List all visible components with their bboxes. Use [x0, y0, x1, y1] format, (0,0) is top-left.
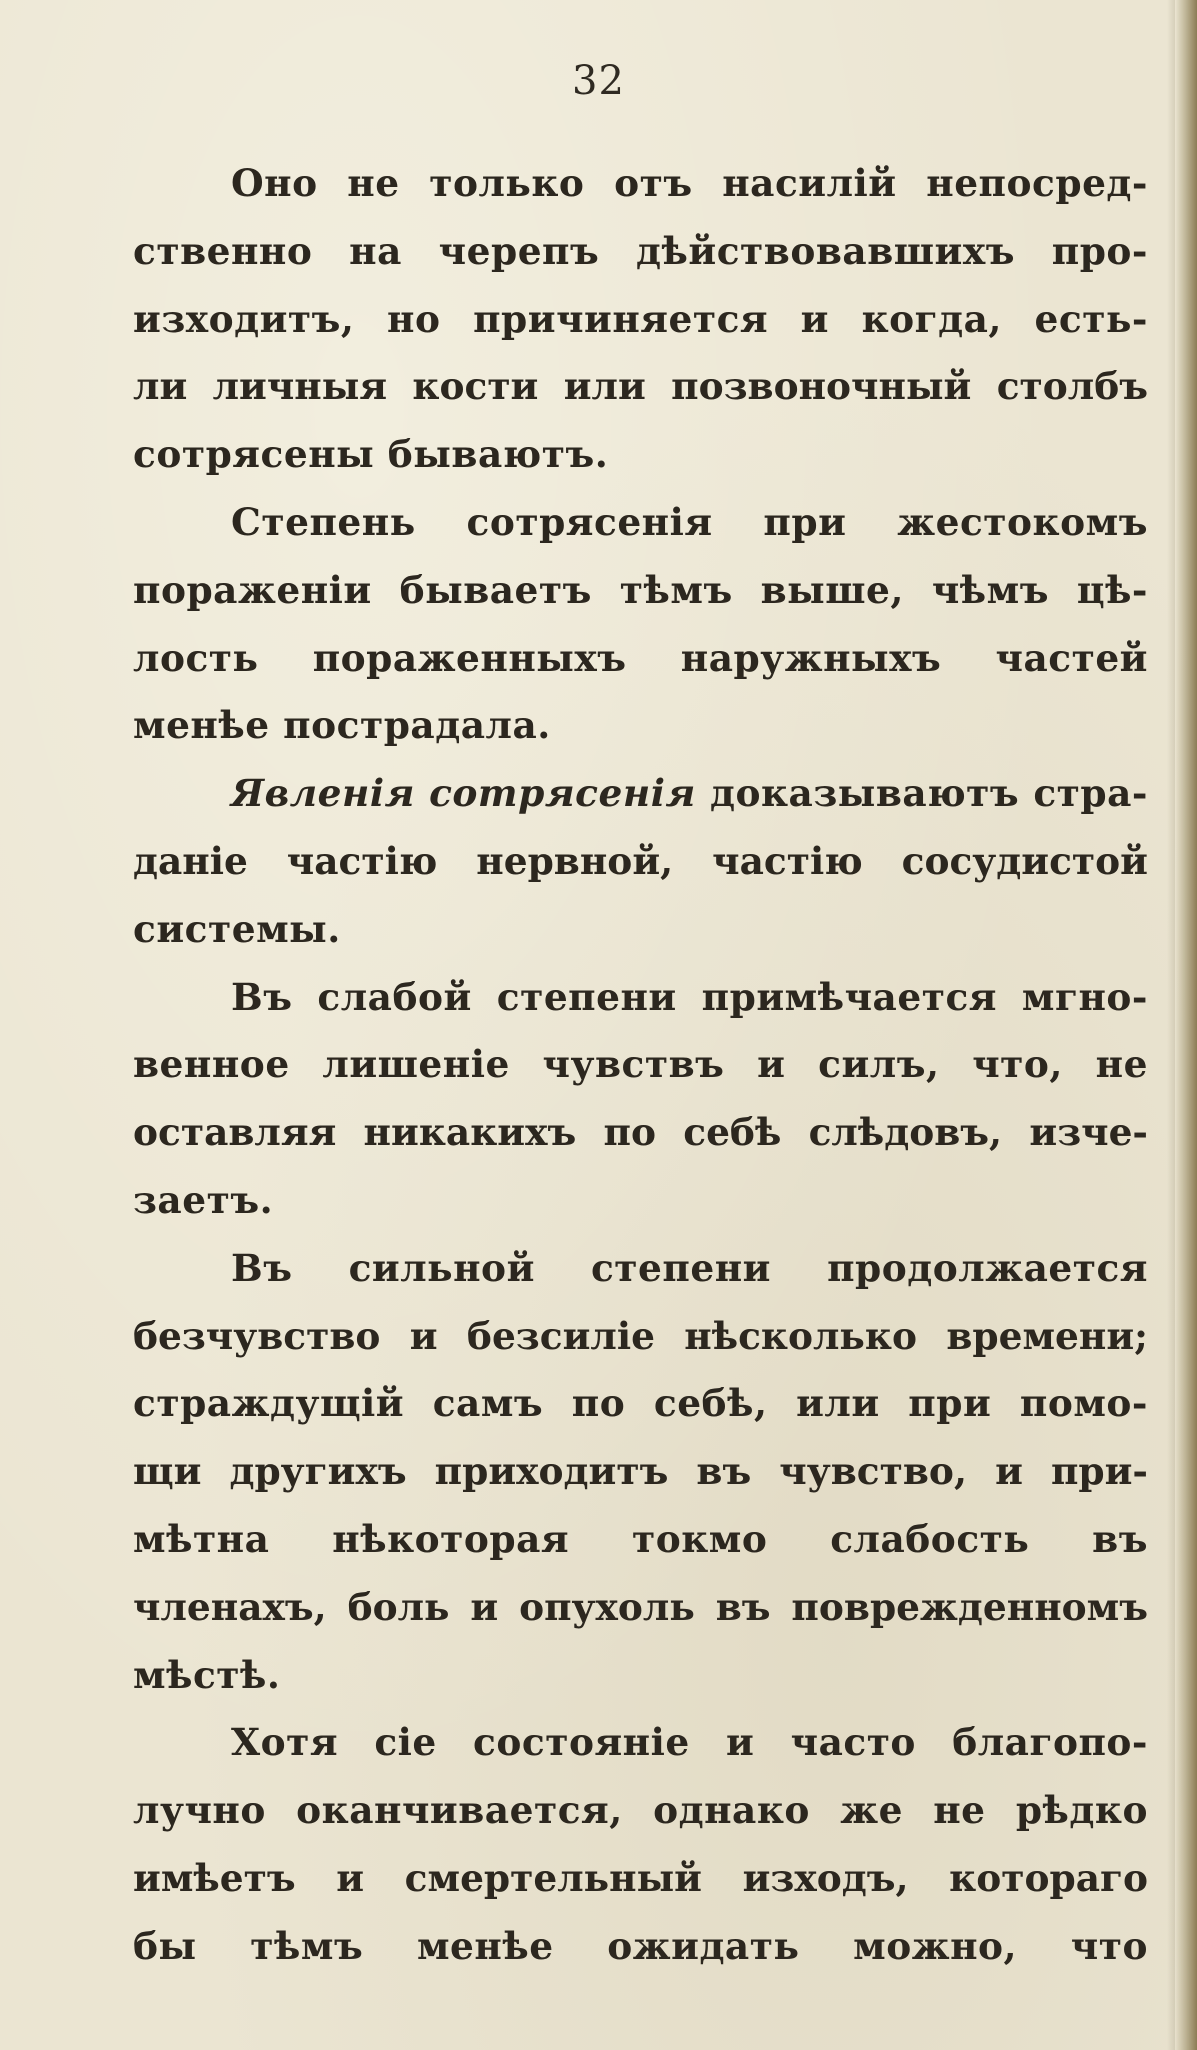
text-line: системы. — [133, 906, 341, 951]
text-line: мѣтна нѣкоторая токмо слабость въ — [133, 1516, 1148, 1561]
text-line: имѣетъ и смертельный изходъ, котораго — [133, 1855, 1148, 1900]
text-line: ли личныя кости или позвоночный столбъ — [133, 364, 1148, 409]
text-line: щи другихъ приходитъ въ чувство, и при- — [133, 1449, 1148, 1494]
body-text — [133, 150, 1148, 1981]
text-line: менѣе пострадала. — [133, 703, 551, 748]
text-line: Хотя сіе состояніе и часто благопо- — [231, 1720, 1148, 1765]
text-line: венное лишеніе чувствъ и силъ, что, не — [133, 1042, 1148, 1087]
page-edge-shadow — [1167, 0, 1175, 2050]
text-line: безчувство и безсиліе нѣсколько времени; — [133, 1313, 1148, 1358]
text-line: Въ сильной степени продолжается — [231, 1245, 1148, 1290]
text-line-rest: доказываютъ стра- — [695, 771, 1149, 816]
italic-term: Явленія сотрясенія — [231, 771, 696, 816]
text-line-with-term — [133, 760, 1148, 828]
text-line: оставляя никакихъ по себѣ слѣдовъ, изче- — [133, 1110, 1148, 1155]
page-edge — [1175, 0, 1197, 2050]
text-line: мѣстѣ. — [133, 1652, 281, 1697]
text-line: пораженіи бываетъ тѣмъ выше, чѣмъ цѣ- — [133, 567, 1148, 612]
text-line: изходитъ, но причиняется и когда, есть- — [133, 296, 1148, 341]
text-line: членахъ, боль и опухоль въ поврежденномъ — [133, 1584, 1148, 1629]
text-line: лость пораженныхъ наружныхъ частей — [133, 635, 1148, 680]
text-line: ственно на черепъ дѣйствовавшихъ про- — [133, 228, 1148, 273]
text-line: Оно не только отъ насилій непосред- — [231, 161, 1148, 205]
text-line: даніе частію нервной, частію сосудистой — [133, 838, 1148, 883]
text-line: страждущій самъ по себѣ, или при помо- — [133, 1381, 1148, 1426]
page-number: 32 — [572, 58, 625, 104]
text-line: бы тѣмъ менѣе ожидать можно, что — [133, 1923, 1148, 1968]
text-line: лучно оканчивается, однако же не рѣдко — [133, 1788, 1148, 1833]
text-line: Въ слабой степени примѣчается мгно- — [231, 974, 1148, 1019]
text-line: заетъ. — [133, 1177, 274, 1222]
text-line: Степень сотрясенія при жестокомъ — [231, 499, 1148, 544]
text-line: сотрясены бываютъ. — [133, 432, 609, 477]
